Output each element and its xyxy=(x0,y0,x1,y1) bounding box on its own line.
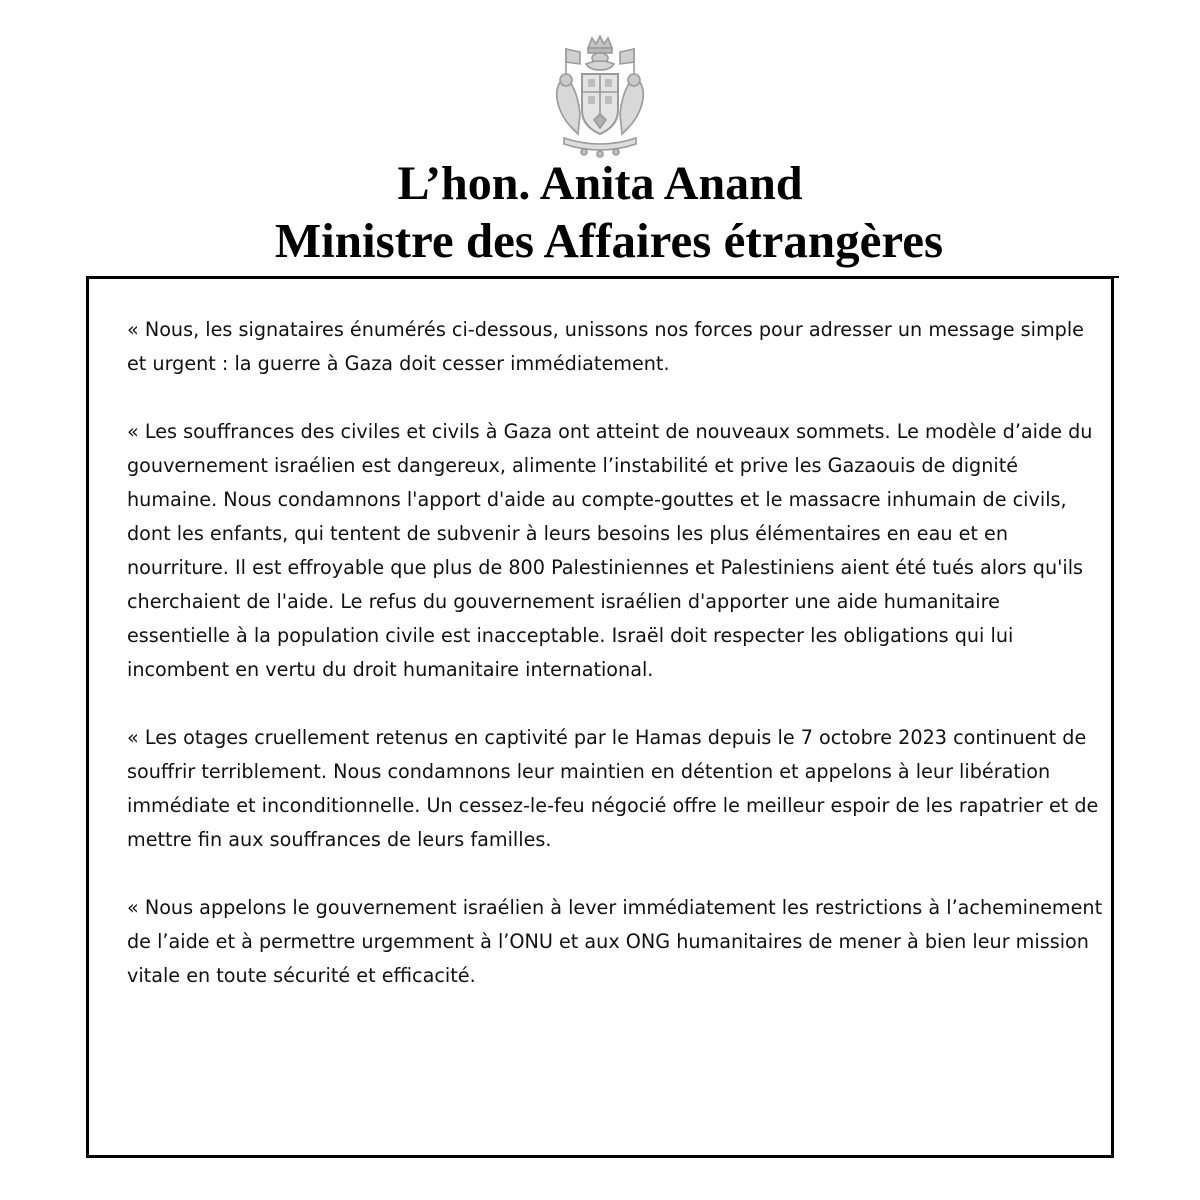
statement-paragraph: « Les souffrances des civiles et civils à Gaza ont atteint de nouveaux sommets. Le modèle d’aide du gouvernement israélien est dangereux, alimente l’instabilité et prive les Gazaouis de dignité humaine. Nous condamnons l'apport d'aide au compte-gouttes et le massacre inhumain de civils, dont les enfants, qui tentent de subvenir à leurs besoins les plus élémentaires en eau et en nourriture. Il est effroyable que plus de 800 Palestiniennes et Palestiniens aient été tués alors qu'ils cherchaient de l'aide. Le refus du gouvernement israélien d'apporter une aide humanitaire essentielle à la population civile est inacceptable. Israël doit respecter les obligations qui lui incombent en vertu du droit humanitaire international. xyxy=(127,420,1093,681)
minister-title: Ministre des Affaires étrangères xyxy=(274,213,944,268)
statement-text xyxy=(127,313,1107,1027)
statement-box xyxy=(86,276,1114,1158)
statement-paragraph: « Les otages cruellement retenus en captivité par le Hamas depuis le 7 octobre 2023 continuent de souffrir terriblement. Nous condamnons leur maintien en détention et appelons à leur libération immédiate et inconditionnelle. Un cessez-le-feu négocié offre le meilleur espoir de les rapatrier et de mettre fin aux souffrances de leurs familles. xyxy=(127,726,1099,851)
statement-paragraph: « Nous, les signataires énumérés ci-dessous, unissons nos forces pour adresser un message simple et urgent : la guerre à Gaza doit cesser immédiatement. xyxy=(127,318,1084,375)
minister-name: L’hon. Anita Anand xyxy=(397,157,803,210)
statement-paragraph: « Nous appelons le gouvernement israélien à lever immédiatement les restrictions à l’acheminement de l’aide et à permettre urgemment à l’ONU et aux ONG humanitaires de mener à bien leur mission vitale en toute sécurité et efficacité. xyxy=(127,896,1103,987)
coat-of-arms-icon xyxy=(544,34,656,160)
